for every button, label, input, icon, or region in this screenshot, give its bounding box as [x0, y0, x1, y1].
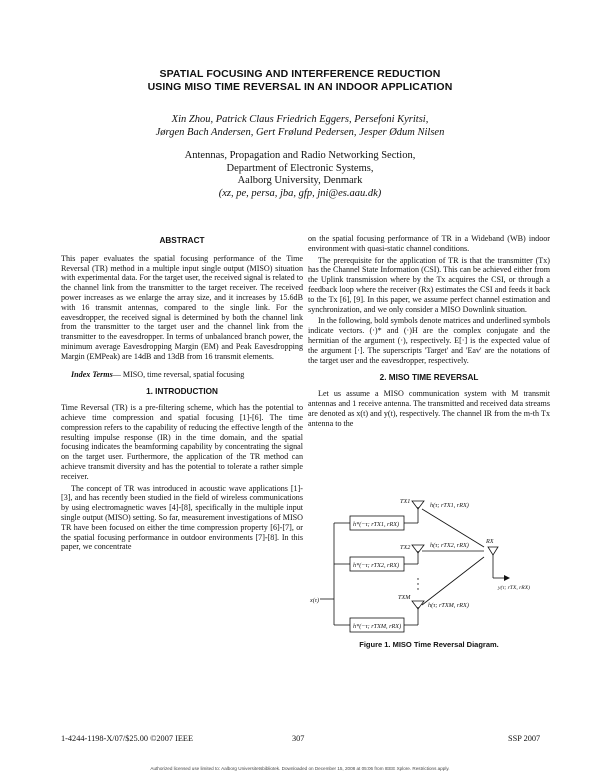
miso-diagram — [308, 495, 548, 635]
footer-page-number: 307 — [292, 734, 305, 743]
channel-m-path — [422, 557, 484, 605]
filter-m-label: h*(−τ; rTXM, rRX) — [353, 623, 402, 630]
filter-2-label: h*(−τ; rTX2, rRX) — [353, 562, 400, 569]
title-line-1: SPATIAL FOCUSING AND INTERFERENCE REDUCTION — [159, 68, 441, 80]
ellipsis-dots — [417, 578, 418, 589]
intro-paragraph-1: Time Reversal (TR) is a pre-filtering scheme, which has the potential to achieve time compression and spatial focusing [1]-[6]. The time compression refers to the capability of reducing the effective length of the resulting impulse response (IR) in the time domain, and the spatial focusing indicates the beamforming capability by concentrating the signal on the target user. Furthermore, the application of the TR method can achieve transmit diversity and has the potential to tolerate a rather simple receiver. — [61, 403, 303, 481]
author-list — [0, 113, 600, 139]
affiliation-line-2: Department of Electronic Systems, — [226, 162, 374, 174]
license-notice: Authorized licensed use limited to: Aalborg Universitetsbibliotek. Downloaded on December 15, 2008 at 05:06 from IEEE Xplore. Restrictions apply. — [150, 766, 450, 771]
section-2-paragraph-1: Let us assume a MISO communication system with M transmit antennas and 1 receive antenna. The transmitted and received data streams are denoted as x(t) and y(t), respectively. The channel IR from the m-th Tx antenna to the — [308, 389, 550, 428]
index-terms-label: Index Terms — [71, 369, 113, 379]
output-label: y(τ; rTX, rRX) — [498, 585, 530, 591]
right-column — [308, 234, 550, 430]
channel-2-label: h(τ; rTX2, rRX) — [430, 542, 469, 549]
channel-1-label: h(τ; rTX1, rRX) — [430, 502, 469, 509]
index-terms — [61, 370, 303, 380]
authors-line-2: Jørgen Bach Andersen, Gert Frølund Pedersen, Jesper Ødum Nilsen — [155, 127, 445, 138]
left-column — [61, 236, 303, 554]
authors-line-1: Xin Zhou, Patrick Claus Friedrich Eggers, Persefoni Kyritsi, — [171, 114, 429, 125]
right-paragraph-1: on the spatial focusing performance of TR in a Wideband (WB) indoor environment with quasi-static channel conditions. — [308, 234, 550, 253]
footer-copyright: 1-4244-1198-X/07/$25.00 ©2007 IEEE — [61, 734, 194, 743]
affiliation-line-3: Aalborg University, Denmark — [237, 175, 363, 186]
tx2-label: TX2 — [400, 544, 411, 551]
rx-label: RX — [486, 538, 494, 545]
input-label: x(τ) — [310, 597, 320, 604]
output-arrow-icon — [504, 575, 510, 581]
section-2-heading: 2. MISO TIME REVERSAL — [379, 373, 479, 383]
affiliation-line-1: Antennas, Propagation and Radio Networking Section, — [184, 150, 416, 161]
rx-antenna-icon — [488, 547, 498, 555]
tx1-label: TX1 — [400, 498, 411, 505]
right-paragraph-3: In the following, bold symbols denote matrices and underlined symbols indicate vectors. (·)* and (·)H are the complex conjugate and the hermitian of the argument (·), respectively. E[·] is the expected value of the argument [·]. The superscripts 'Target' and 'Eav' are the notations of the target user and the eavesdropper, respectively. — [308, 316, 550, 365]
txm-label: TXM — [398, 594, 411, 601]
intro-paragraph-2: The concept of TR was introduced in acoustic wave applications [1]-[3], and has recently been studied in the field of wireless communications by using electromagnetic waves [4]-[8], specifically in the multiple input single output (MISO) setting. So far, measurement investigations of MISO TR have been focused on either the time compression property [6]-[7], or the spatial focusing performance in outdoor environments [7]-[8]. In this paper, we concentrate — [61, 483, 303, 552]
affiliation-emails: (xz, pe, persa, jba, gfp, jni@es.aau.dk) — [218, 187, 382, 199]
abstract-heading: ABSTRACT — [159, 236, 205, 245]
channel-m-label: h(τ; rTXM, rRX) — [428, 602, 469, 609]
right-paragraph-2: The prerequisite for the application of TR is that the transmitter (Tx) has the Channel State Information (CSI). This can be achieved either from the Uplink transmission where by the Tx acquires the CSI, or through a feedback loop where the receiver (Rx) estimates the CSI and feeds it back to the Tx [6], [9]. In this paper, we assume perfect channel estimation and synchronization, and we only consider a MISO Downlink situation. — [308, 255, 550, 314]
filter-1-label: h*(−τ; rTX1, rRX) — [353, 521, 400, 528]
footer-conference: SSP 2007 — [508, 734, 541, 743]
paper-title — [0, 68, 600, 94]
title-line-2: USING MISO TIME REVERSAL IN AN INDOOR APPLICATION — [147, 81, 453, 93]
affiliation — [0, 150, 600, 200]
abstract-text: This paper evaluates the spatial focusing performance of the Time Reversal (TR) method in a multiple input single output (MISO) situation with experimental data. For the target user, the received signal is related to the channel link from the transmitter to the target receiver. The received power increases as we enlarge the array size, and it increases by 15.6dB with 16 transmit antennas, compared to the single link. For the eavesdropper, the received signal is determined by both the channel link from the transmitter to the target user and the channel link from the transmitter to the eavesdropper. In terms of unbalanced branch power, the minimum average Eavesdropping Margin (EM) and Peak Eavesdropping Margin (EMPeak) are 14dB and 13dB from 16 transmit elements. — [61, 253, 303, 361]
figure-caption: Figure 1. MISO Time Reversal Diagram. — [359, 640, 499, 649]
index-terms-text: — MISO, time reversal, spatial focusing — [112, 369, 245, 379]
intro-heading: 1. INTRODUCTION — [146, 387, 218, 397]
